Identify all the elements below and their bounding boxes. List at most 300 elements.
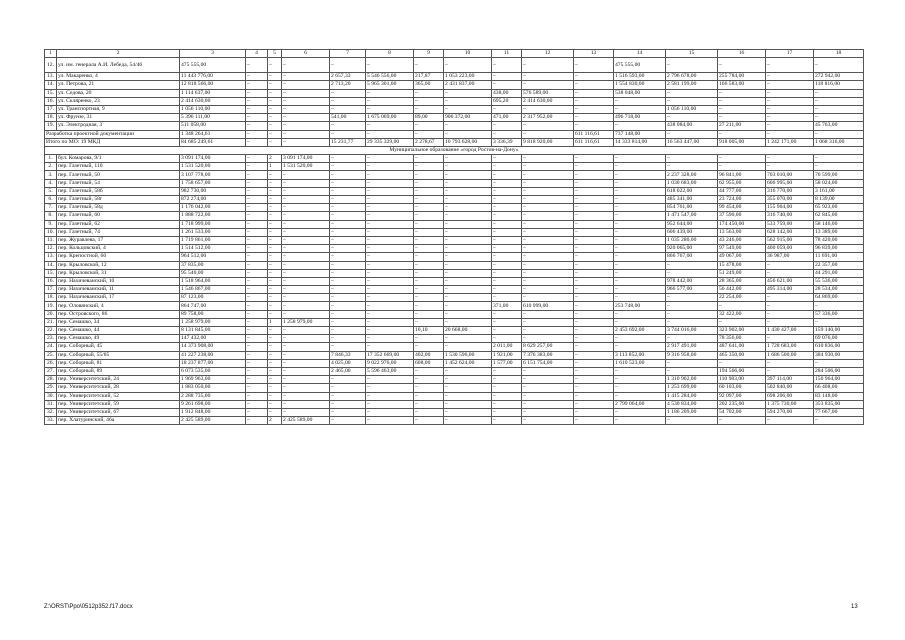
table-cell: –: [330, 392, 366, 400]
table-cell: –: [492, 245, 522, 253]
address-cell: ул. Макаренко, 4: [57, 73, 180, 81]
table-cell: –: [666, 261, 718, 269]
table-cell: –: [414, 261, 444, 269]
table-cell: –: [330, 245, 366, 253]
table-cell: –: [766, 318, 814, 326]
table-cell: 3 336,39: [492, 138, 522, 146]
table-cell: –: [282, 220, 330, 228]
table-cell: 159 140,00: [814, 327, 864, 335]
table-cell: –: [766, 269, 814, 277]
table-cell: 495 314,00: [766, 286, 814, 294]
table-cell: –: [522, 417, 574, 425]
table-cell: –: [282, 212, 330, 220]
table-cell: 118 816,00: [814, 81, 864, 89]
table-cell: –: [444, 155, 492, 163]
table-cell: –: [718, 359, 766, 367]
table-cell: 20.: [45, 310, 57, 318]
table-cell: 6 073 535,00: [180, 367, 246, 375]
table-cell: 27.: [45, 367, 57, 375]
table-cell: 15 478,00: [718, 261, 766, 269]
table-cell: –: [330, 187, 366, 195]
table-cell: 77 667,00: [814, 408, 864, 416]
table-cell: –: [492, 196, 522, 204]
table-cell: –: [268, 261, 282, 269]
table-cell: 28 534,00: [814, 286, 864, 294]
table-cell: –: [366, 171, 414, 179]
table-cell: –: [814, 359, 864, 367]
table-cell: –: [522, 212, 574, 220]
address-cell: пер. Семашко, 34: [57, 318, 180, 326]
address-cell: пер. Университетский, 67: [57, 408, 180, 416]
table-cell: –: [366, 269, 414, 277]
table-cell: 608,00: [414, 359, 444, 367]
table-cell: –: [330, 277, 366, 285]
table-cell: –: [246, 105, 268, 113]
table-cell: –: [614, 286, 666, 294]
table-cell: 2 414 630,00: [522, 97, 574, 105]
address-cell: ул. Петрова, 21: [57, 81, 180, 89]
table-cell: 6 151 754,00: [522, 359, 574, 367]
table-cell: –: [522, 228, 574, 236]
table-cell: 397 114,00: [766, 376, 814, 384]
table-cell: 353 835,00: [814, 400, 864, 408]
table-cell: 511 058,00: [180, 122, 246, 130]
table-cell: –: [282, 187, 330, 195]
table-cell: 8.: [45, 212, 57, 220]
table-cell: 1 530 596,00: [444, 351, 492, 359]
table-cell: –: [246, 196, 268, 204]
table-cell: 55 536,00: [814, 277, 864, 285]
table-cell: –: [444, 400, 492, 408]
table-row: [45, 261, 864, 269]
table-cell: 13.: [45, 73, 57, 81]
table-cell: –: [574, 318, 614, 326]
table-cell: 1 253 699,00: [666, 384, 718, 392]
table-cell: 8 629 257,00: [522, 343, 574, 351]
table-row: [45, 310, 864, 318]
table-cell: –: [366, 220, 414, 228]
table-cell: 64 869,00: [814, 294, 864, 302]
table-cell: –: [414, 212, 444, 220]
table-cell: 9.: [45, 220, 57, 228]
table-cell: –: [766, 359, 814, 367]
table-cell: –: [282, 294, 330, 302]
table-cell: –: [246, 138, 268, 146]
section-title: Муниципальное образование «город Ростов-на-Дону»: [45, 146, 864, 154]
table-cell: 982 730,00: [180, 187, 246, 195]
table-cell: –: [766, 81, 814, 89]
table-cell: –: [814, 417, 864, 425]
table-cell: 737 148,00: [614, 130, 666, 138]
table-cell: –: [444, 384, 492, 392]
table-cell: –: [282, 73, 330, 81]
table-cell: –: [522, 318, 574, 326]
table-cell: 2 414 630,00: [180, 97, 246, 105]
table-cell: –: [330, 261, 366, 269]
table-cell: 43 246,00: [718, 236, 766, 244]
table-cell: 1 610 523,00: [614, 359, 666, 367]
table-cell: –: [268, 286, 282, 294]
table-cell: –: [268, 343, 282, 351]
table-cell: –: [414, 187, 444, 195]
table-cell: –: [366, 318, 414, 326]
table-cell: 1 888 722,00: [180, 212, 246, 220]
table-cell: –: [666, 310, 718, 318]
table-cell: 9 022 976,00: [366, 359, 414, 367]
table-cell: –: [766, 294, 814, 302]
table-cell: 594 270,00: [766, 408, 814, 416]
table-cell: –: [574, 187, 614, 195]
table-cell: 541,00: [330, 114, 366, 122]
table-cell: –: [268, 212, 282, 220]
table-cell: –: [282, 114, 330, 122]
table-cell: –: [414, 130, 444, 138]
table-cell: 45 763,00: [814, 122, 864, 130]
table-cell: 966 577,00: [666, 286, 718, 294]
table-cell: –: [718, 58, 766, 73]
table-cell: –: [330, 318, 366, 326]
table-cell: 95 540,00: [180, 269, 246, 277]
table-cell: 10 793 628,00: [444, 138, 492, 146]
table-cell: –: [268, 400, 282, 408]
table-cell: –: [414, 228, 444, 236]
table-cell: –: [330, 269, 366, 277]
table-cell: 30.: [45, 392, 57, 400]
table-row: [45, 343, 864, 351]
table-cell: –: [444, 187, 492, 195]
table-cell: –: [766, 105, 814, 113]
table-cell: –: [330, 253, 366, 261]
table-cell: –: [330, 310, 366, 318]
table-cell: 28.: [45, 376, 57, 384]
table-cell: –: [718, 105, 766, 113]
table-cell: 5 596 463,00: [366, 367, 414, 375]
table-cell: 5 396 111,00: [180, 114, 246, 122]
section-row: [45, 146, 864, 154]
table-cell: –: [330, 408, 366, 416]
table-cell: –: [614, 220, 666, 228]
table-cell: 1 514 512,00: [180, 245, 246, 253]
table-cell: 1 728 683,00: [766, 343, 814, 351]
table-cell: –: [614, 392, 666, 400]
table-cell: –: [614, 261, 666, 269]
address-cell: пер. Крыловской, 31: [57, 269, 180, 277]
table-cell: –: [282, 408, 330, 416]
table-cell: –: [282, 310, 330, 318]
address-cell: пер. Нахичеванский, 17: [57, 294, 180, 302]
table-cell: –: [366, 376, 414, 384]
column-header: 13: [574, 50, 614, 58]
table-cell: –: [282, 400, 330, 408]
table-cell: –: [614, 163, 666, 171]
table-cell: –: [574, 179, 614, 187]
table-cell: –: [246, 122, 268, 130]
table-cell: –: [574, 400, 614, 408]
table-cell: 69 076,00: [814, 335, 864, 343]
table-cell: –: [246, 171, 268, 179]
table-cell: –: [522, 171, 574, 179]
table-cell: –: [246, 343, 268, 351]
table-cell: 56 442,00: [718, 286, 766, 294]
table-row: [45, 408, 864, 416]
table-cell: 1 186 209,00: [666, 408, 718, 416]
table-cell: –: [246, 179, 268, 187]
table-cell: 3 744 016,00: [666, 327, 718, 335]
table-cell: –: [282, 245, 330, 253]
table-cell: 402,00: [414, 351, 444, 359]
table-cell: –: [444, 179, 492, 187]
page-number: 13: [851, 604, 858, 610]
table-cell: –: [492, 310, 522, 318]
table-cell: 471,00: [492, 114, 522, 122]
table-row: [45, 384, 864, 392]
table-cell: –: [282, 130, 330, 138]
table-cell: 78 356,00: [718, 335, 766, 343]
table-cell: 3.: [45, 171, 57, 179]
table-cell: –: [268, 228, 282, 236]
table-cell: –: [444, 286, 492, 294]
table-cell: –: [366, 196, 414, 204]
table-cell: –: [444, 261, 492, 269]
table-cell: –: [414, 400, 444, 408]
table-cell: –: [366, 408, 414, 416]
table-cell: –: [574, 204, 614, 212]
table-cell: –: [330, 179, 366, 187]
table-cell: –: [492, 277, 522, 285]
table-cell: –: [814, 302, 864, 310]
table-cell: 1 675 069,00: [366, 114, 414, 122]
table-cell: –: [766, 122, 814, 130]
table-cell: –: [444, 277, 492, 285]
table-cell: 400 059,00: [766, 245, 814, 253]
address-cell: пер. Хлатуринский, 46а: [57, 417, 180, 425]
table-cell: –: [414, 236, 444, 244]
table-cell: –: [444, 376, 492, 384]
table-cell: –: [282, 228, 330, 236]
table-row: [45, 204, 864, 212]
table-cell: –: [366, 179, 414, 187]
table-cell: –: [330, 294, 366, 302]
table-cell: –: [444, 105, 492, 113]
table-cell: –: [282, 171, 330, 179]
table-cell: –: [718, 417, 766, 425]
address-cell: пер. Соборный, 89: [57, 367, 180, 375]
table-cell: –: [492, 179, 522, 187]
table-cell: –: [522, 269, 574, 277]
table-cell: 202 235,00: [718, 400, 766, 408]
table-cell: 70 599,00: [814, 171, 864, 179]
table-cell: 16.: [45, 277, 57, 285]
table-cell: –: [522, 277, 574, 285]
table-cell: 1 921,00: [492, 351, 522, 359]
table-cell: 952 644,00: [666, 220, 718, 228]
table-cell: –: [444, 310, 492, 318]
table-cell: –: [330, 236, 366, 244]
table-cell: –: [268, 245, 282, 253]
table-cell: 2 278,67: [414, 138, 444, 146]
table-cell: –: [268, 302, 282, 310]
table-cell: –: [246, 286, 268, 294]
table-cell: 7 846,33: [330, 351, 366, 359]
table-cell: –: [414, 302, 444, 310]
table-cell: –: [366, 286, 414, 294]
table-cell: –: [766, 89, 814, 97]
table-cell: 906 372,00: [444, 114, 492, 122]
table-cell: 16 563 447,00: [666, 138, 718, 146]
table-cell: –: [330, 196, 366, 204]
table-cell: –: [614, 417, 666, 425]
table-cell: –: [366, 294, 414, 302]
table-cell: 4 530 834,00: [666, 400, 718, 408]
table-cell: –: [246, 302, 268, 310]
table-cell: 51 249,00: [718, 269, 766, 277]
table-cell: –: [246, 318, 268, 326]
table-cell: 1 258 979,00: [180, 318, 246, 326]
table-cell: 15.: [45, 269, 57, 277]
table-cell: –: [246, 376, 268, 384]
total-label: Итого по МО: 19 МКД: [45, 138, 180, 146]
table-cell: 87 123,00: [180, 294, 246, 302]
table-cell: –: [574, 81, 614, 89]
table-cell: –: [246, 327, 268, 335]
table-cell: –: [444, 204, 492, 212]
table-row: [45, 228, 864, 236]
table-cell: –: [444, 302, 492, 310]
table-cell: –: [444, 408, 492, 416]
table-cell: 2 917 491,00: [666, 343, 718, 351]
table-cell: –: [246, 155, 268, 163]
table-cell: 1 056 110,00: [180, 105, 246, 113]
address-cell: пер. Газетный, 54: [57, 179, 180, 187]
table-cell: –: [444, 236, 492, 244]
table-cell: 2 011,00: [492, 343, 522, 351]
table-cell: 15 231,77: [330, 138, 366, 146]
table-cell: –: [246, 359, 268, 367]
table-row: [45, 376, 864, 384]
column-header: 16: [718, 50, 766, 58]
table-cell: 21.: [45, 318, 57, 326]
table-cell: –: [614, 343, 666, 351]
table-row: [45, 171, 864, 179]
table-cell: 5 965 301,00: [366, 81, 414, 89]
table-cell: –: [522, 122, 574, 130]
table-cell: –: [666, 318, 718, 326]
table-cell: –: [246, 212, 268, 220]
table-cell: –: [444, 212, 492, 220]
column-header: 18: [814, 50, 864, 58]
table-cell: –: [492, 220, 522, 228]
table-cell: 92 097,00: [718, 392, 766, 400]
table-cell: 110 983,00: [718, 376, 766, 384]
table-cell: 12 818 566,00: [180, 81, 246, 89]
table-cell: 576 589,00: [522, 89, 574, 97]
table-cell: –: [522, 204, 574, 212]
table-cell: 1 686 500,00: [766, 351, 814, 359]
table-cell: –: [268, 204, 282, 212]
address-cell: ул. Фрунзе, 31: [57, 114, 180, 122]
table-cell: –: [282, 359, 330, 367]
table-cell: 23 724,00: [718, 196, 766, 204]
table-cell: 2 581 199,00: [666, 81, 718, 89]
address-cell: пер. Крыловской, 12: [57, 261, 180, 269]
table-cell: –: [366, 245, 414, 253]
table-cell: –: [614, 384, 666, 392]
table-cell: 11 691,00: [814, 253, 864, 261]
table-cell: –: [522, 327, 574, 335]
table-cell: –: [366, 105, 414, 113]
table-cell: –: [492, 163, 522, 171]
table-cell: 365,00: [414, 81, 444, 89]
table-cell: 12.: [45, 245, 57, 253]
table-cell: 1 758 657,00: [180, 179, 246, 187]
table-cell: –: [492, 58, 522, 73]
table-cell: 384 930,00: [814, 351, 864, 359]
table-cell: –: [614, 187, 666, 195]
table-cell: –: [246, 204, 268, 212]
table-cell: 918 005,00: [718, 138, 766, 146]
table-cell: –: [574, 245, 614, 253]
table-cell: –: [574, 376, 614, 384]
table-cell: –: [246, 81, 268, 89]
table-cell: –: [330, 212, 366, 220]
table-cell: –: [814, 163, 864, 171]
table-cell: 1.: [45, 155, 57, 163]
table-cell: –: [444, 335, 492, 343]
table-cell: 166 583,00: [718, 81, 766, 89]
table-cell: 19.: [45, 302, 57, 310]
table-cell: –: [268, 269, 282, 277]
table-cell: 5 546 556,00: [366, 73, 414, 81]
table-cell: –: [492, 376, 522, 384]
table-row: [45, 335, 864, 343]
address-cell: пер. Газетный, 50: [57, 171, 180, 179]
table-cell: 60 103,00: [718, 384, 766, 392]
table-cell: –: [366, 417, 414, 425]
table-cell: 2 425 589,00: [180, 417, 246, 425]
table-cell: –: [268, 220, 282, 228]
table-cell: 8 131 845,00: [180, 327, 246, 335]
table-cell: –: [444, 163, 492, 171]
table-cell: –: [282, 392, 330, 400]
table-cell: –: [330, 122, 366, 130]
table-cell: –: [330, 220, 366, 228]
table-cell: –: [614, 97, 666, 105]
table-cell: –: [522, 335, 574, 343]
table-cell: 920 065,00: [666, 245, 718, 253]
table-cell: 17 352 669,00: [366, 351, 414, 359]
table-cell: 89 758,00: [180, 310, 246, 318]
table-cell: 12.: [45, 58, 57, 73]
table-cell: 41 227 238,00: [180, 351, 246, 359]
table-cell: 272 942,00: [814, 73, 864, 81]
table-cell: –: [522, 196, 574, 204]
table-row: [45, 114, 864, 122]
table-cell: 1 912 848,00: [180, 408, 246, 416]
address-cell: ул. Скляренко, 23: [57, 97, 180, 105]
column-header: 4: [246, 50, 268, 58]
table-cell: 17.: [45, 286, 57, 294]
table-cell: –: [282, 253, 330, 261]
address-cell: пер. Островского, 86: [57, 310, 180, 318]
table-cell: 84 685 249,61: [180, 138, 246, 146]
table-cell: 62 955,00: [718, 179, 766, 187]
table-cell: –: [574, 236, 614, 244]
table-row: [45, 97, 864, 105]
table-cell: 44 291,00: [814, 269, 864, 277]
table-cell: –: [414, 89, 444, 97]
table-cell: –: [246, 228, 268, 236]
table-cell: –: [414, 408, 444, 416]
